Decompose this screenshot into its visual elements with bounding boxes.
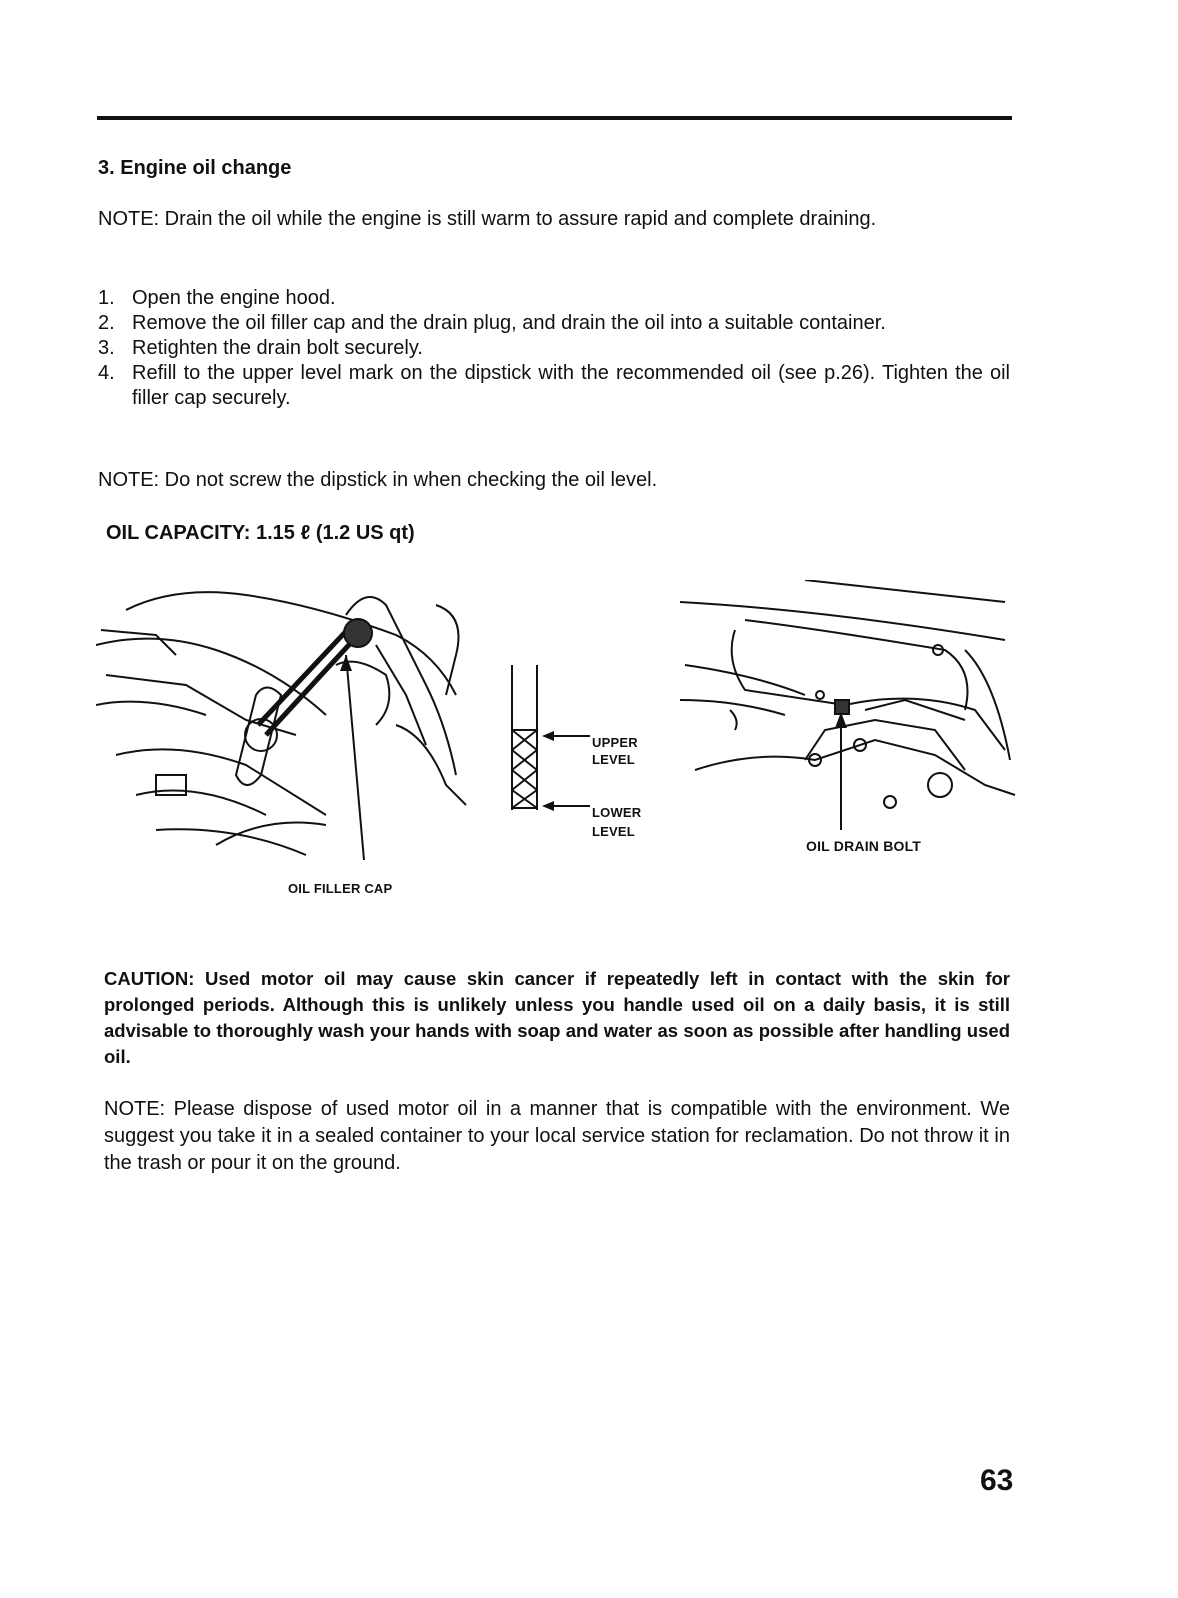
oil-capacity: OIL CAPACITY: 1.15 ℓ (1.2 US qt) xyxy=(106,522,415,544)
step-item: 1. Open the engine hood. xyxy=(98,287,336,309)
lower-level-label: LOWER LEVEL xyxy=(592,805,642,839)
oil-drain-bolt-label: OIL DRAIN BOLT xyxy=(806,838,922,854)
note-dipstick: NOTE: Do not screw the dipstick in when checking the oil level. xyxy=(98,469,658,491)
step-item: 4. Refill to the upper level mark on the dipstick with the recommended oil (see p.26). Tighten the oil filler cap securely. xyxy=(98,362,1010,409)
oil-drain-bolt-illustration xyxy=(675,580,1020,840)
oil-filler-cap-label: OIL FILLER CAP xyxy=(288,881,393,896)
note-disposal: NOTE: Please dispose of used motor oil in a manner that is compatible with the environment. We suggest you take it in a sealed container to your local service station for reclamation. Do not throw it in the trash or pour it on the ground. xyxy=(104,1098,1010,1174)
section-title: 3. Engine oil change xyxy=(98,157,292,179)
step-item: 3. Retighten the drain bolt securely. xyxy=(98,337,423,359)
procedure-steps xyxy=(98,286,1010,411)
caution-text: CAUTION: Used motor oil may cause skin cancer if repeatedly left in contact with the skin for prolonged periods. Although this is unlikely unless you handle used oil on a daily basis, it is still advisable to thoroughly wash your hands with soap and water as soon as possible after handling used oil. xyxy=(104,968,1010,1067)
note-drain-warm: NOTE: Drain the oil while the engine is still warm to assure rapid and complete draining. xyxy=(98,208,877,230)
page-number: 63 xyxy=(980,1464,1014,1497)
top-rule xyxy=(97,116,1012,120)
upper-level-label: UPPER LEVEL xyxy=(592,735,638,767)
step-item: 2. Remove the oil filler cap and the drain plug, and drain the oil into a suitable container. xyxy=(98,312,886,334)
oil-filler-cap-illustration xyxy=(96,575,476,875)
dipstick-illustration xyxy=(500,660,595,825)
